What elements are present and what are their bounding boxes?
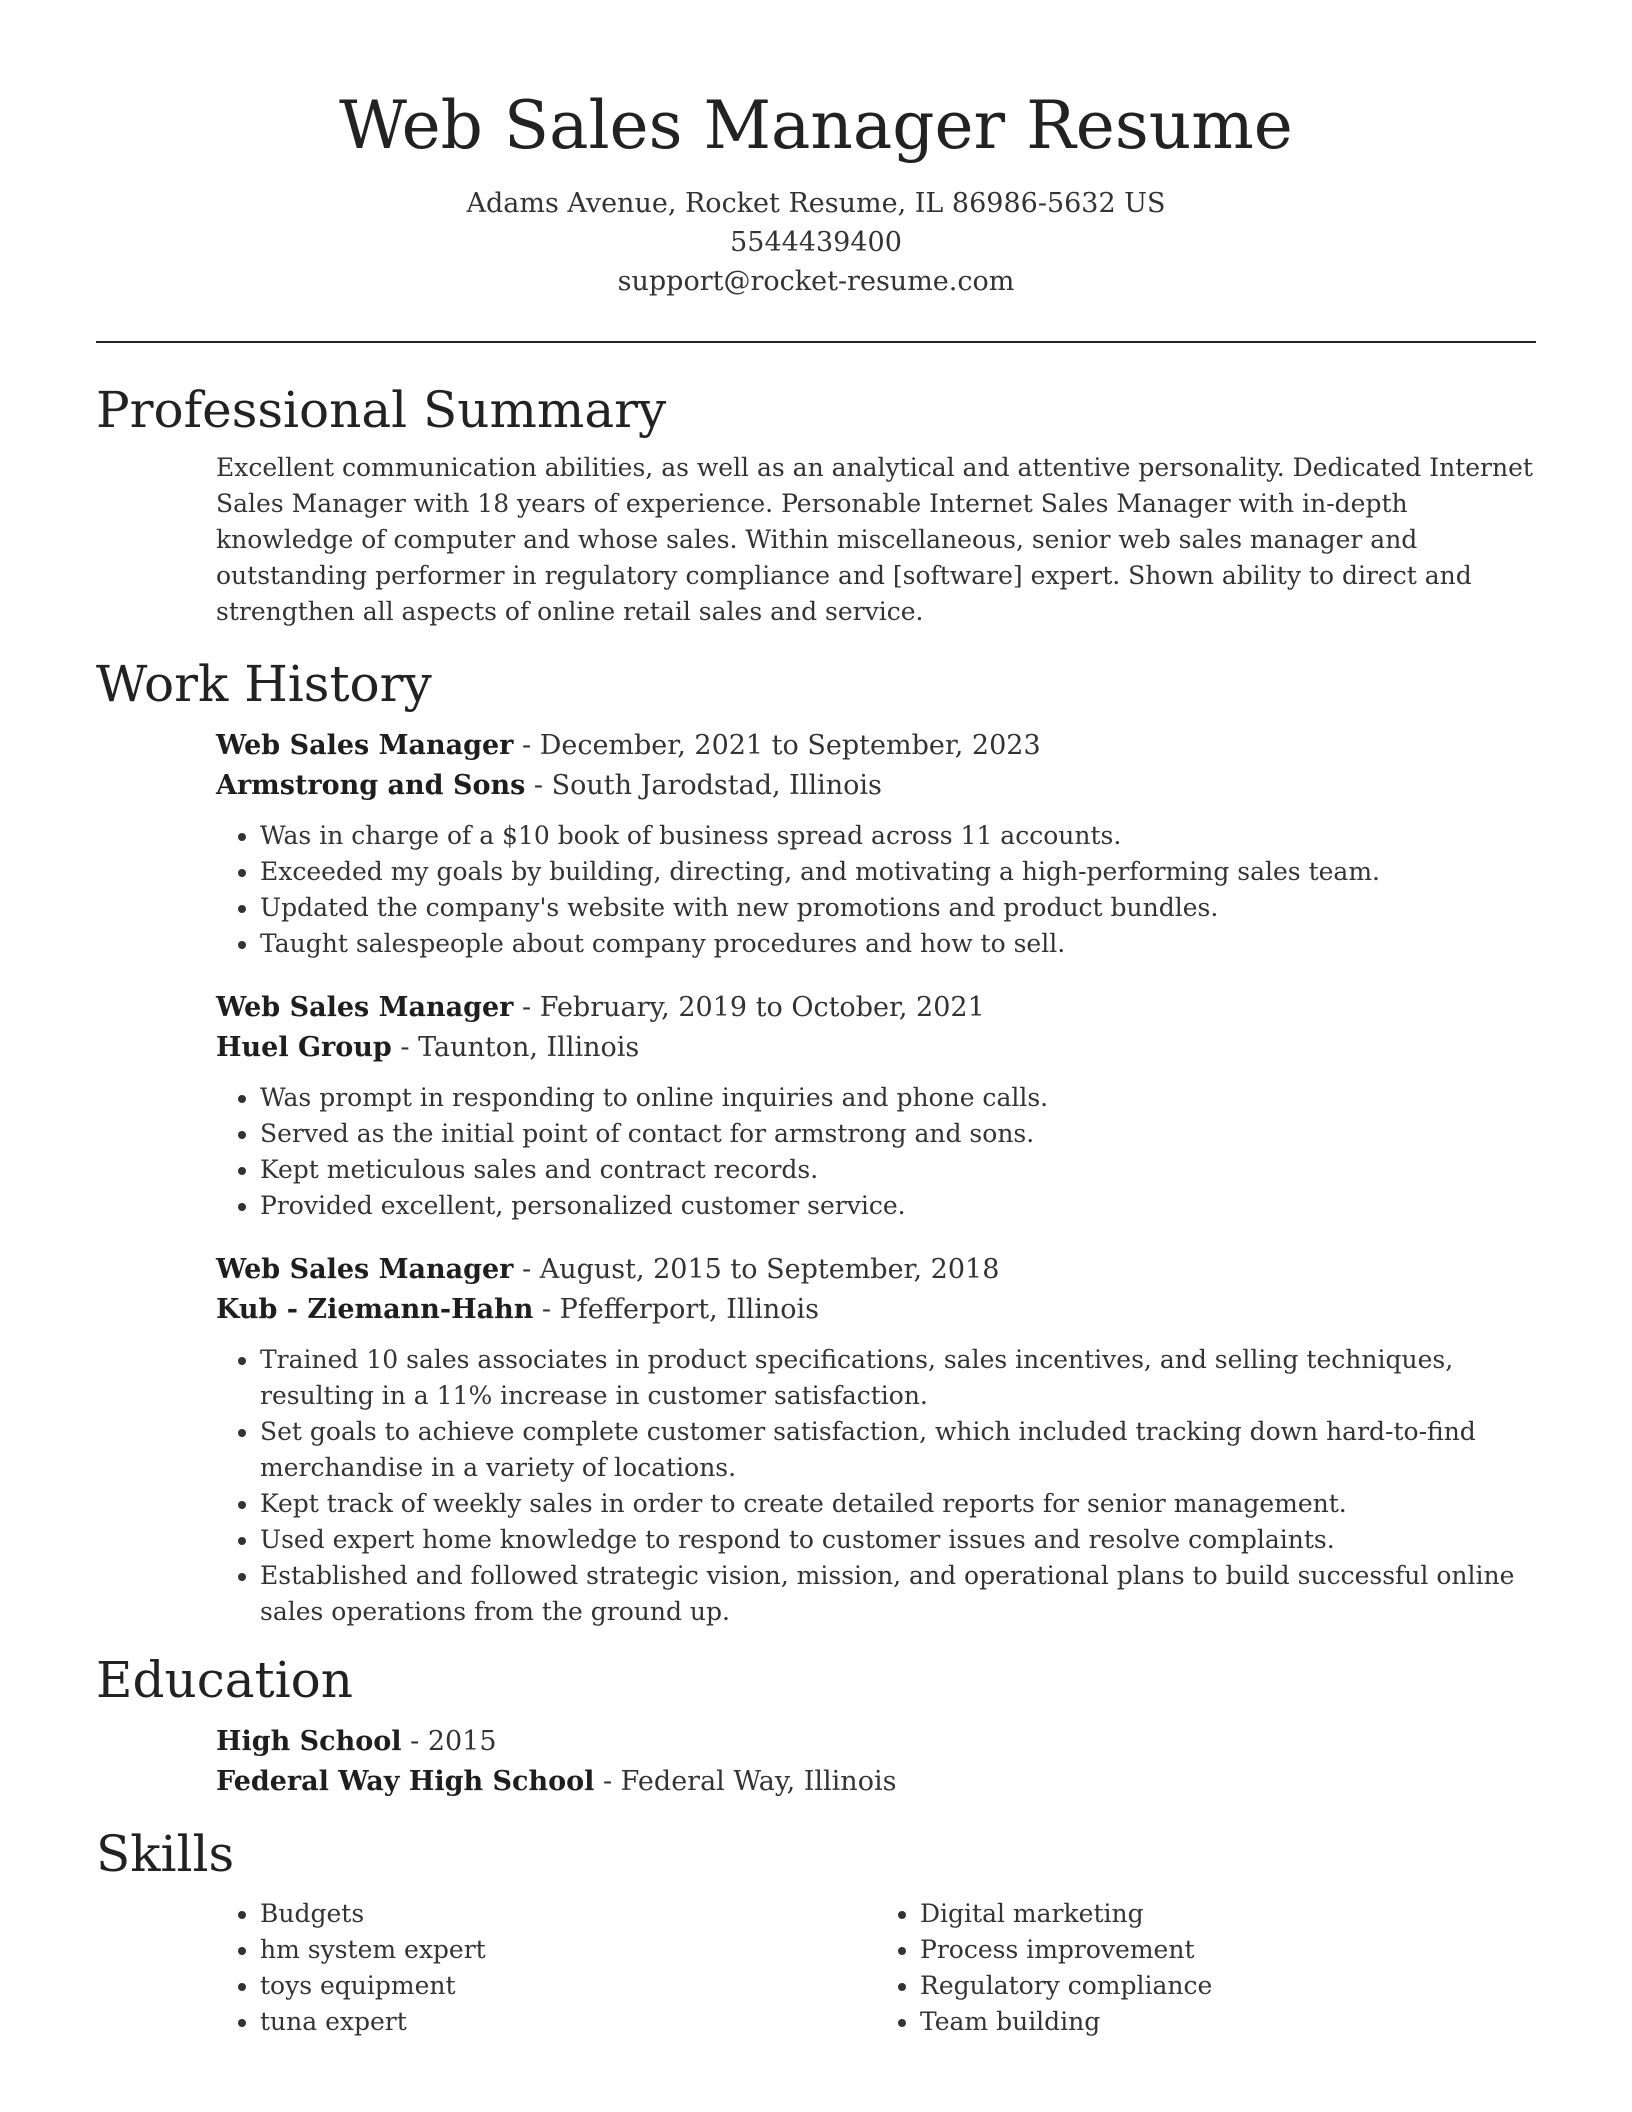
resume-title: Web Sales Manager Resume: [339, 87, 1293, 164]
education-school: Federal Way High School: [216, 1766, 595, 1797]
education-degree-line: [216, 1722, 1536, 1762]
job-dates: - December, 2021 to September, 2023: [513, 730, 1041, 761]
education-heading: Education: [96, 1651, 353, 1709]
job-entry: [216, 726, 1536, 962]
skill-item: • Regulatory compliance: [920, 1968, 1536, 2004]
skill-item: • toys equipment: [260, 1968, 876, 2004]
job-bullet: • Was prompt in responding to online inquiries and phone calls.: [260, 1080, 1536, 1116]
summary-heading: Professional Summary: [96, 381, 667, 439]
job-role-line: [216, 1250, 1536, 1290]
header-divider: [96, 341, 1536, 343]
skills-body: [216, 1896, 1536, 2040]
contact-phone: 5544439400: [730, 227, 902, 258]
skills-heading: Skills: [96, 1825, 235, 1883]
job-company-line: [216, 1290, 1536, 1330]
job-bullet: • Updated the company's website with new promotions and product bundles.: [260, 890, 1536, 926]
job-dates: - February, 2019 to October, 2021: [513, 992, 985, 1023]
job-company: Kub - Ziemann-Hahn: [216, 1294, 534, 1325]
job-bullets: [216, 1342, 1536, 1630]
job-company: Armstrong and Sons: [216, 770, 526, 801]
summary-body: [216, 450, 1536, 630]
job-company-line: [216, 766, 1536, 806]
job-dates: - August, 2015 to September, 2018: [513, 1254, 1000, 1285]
summary-text: Excellent communication abilities, as well as an analytical and attentive personality. Dedicated Internet Sales Manager with 18 years of experience. Personable Internet Sales Manager with in-depth knowledge of computer and whose sales. Within miscellaneous, senior web sales manager and outstanding performer in regulatory compliance and [software] expert. Shown ability to direct and strengthen all aspects of online retail sales and service.: [216, 453, 1533, 626]
skill-item: • Digital marketing: [920, 1896, 1536, 1932]
job-bullet: • Taught salespeople about company procedures and how to sell.: [260, 926, 1536, 962]
job-bullet: • Exceeded my goals by building, directing, and motivating a high-performing sales team.: [260, 854, 1536, 890]
skill-item: • tuna expert: [260, 2004, 876, 2040]
job-bullet: • Kept meticulous sales and contract records.: [260, 1152, 1536, 1188]
contact-block: [0, 184, 1632, 301]
contact-email: support@rocket-resume.com: [617, 266, 1015, 297]
job-role: Web Sales Manager: [216, 730, 514, 761]
contact-address: Adams Avenue, Rocket Resume, IL 86986-5632 US: [466, 188, 1166, 219]
skill-item: • Budgets: [260, 1896, 876, 1932]
skills-list-left: [216, 1896, 876, 2040]
job-entry: [216, 988, 1536, 1224]
job-location: - Taunton, Illinois: [391, 1032, 640, 1063]
job-bullet: • Was in charge of a $10 book of business spread across 11 accounts.: [260, 818, 1536, 854]
job-location: - Pfefferport, Illinois: [533, 1294, 820, 1325]
work-history-body: [216, 726, 1536, 1630]
work-history-heading: Work History: [96, 655, 432, 713]
education-year: - 2015: [401, 1726, 497, 1757]
job-bullets: [216, 818, 1536, 962]
job-bullet: • Established and followed strategic vision, mission, and operational plans to build successful online sales operations from the ground up.: [260, 1558, 1536, 1630]
job-bullet: • Served as the initial point of contact for armstrong and sons.: [260, 1116, 1536, 1152]
education-entry: [216, 1722, 1536, 1802]
education-school-line: [216, 1762, 1536, 1802]
job-bullet: • Provided excellent, personalized customer service.: [260, 1188, 1536, 1224]
skills-list-right: [876, 1896, 1536, 2040]
job-bullet: • Kept track of weekly sales in order to create detailed reports for senior management.: [260, 1486, 1536, 1522]
skills-columns: [216, 1896, 1536, 2040]
job-bullet: • Set goals to achieve complete customer satisfaction, which included tracking down hard-to-find merchandise in a variety of locations.: [260, 1414, 1536, 1486]
skill-item: • Process improvement: [920, 1932, 1536, 1968]
job-company: Huel Group: [216, 1032, 392, 1063]
skill-item: • hm system expert: [260, 1932, 876, 1968]
job-bullets: [216, 1080, 1536, 1224]
education-degree: High School: [216, 1726, 402, 1757]
resume-content: [96, 378, 1536, 2040]
job-role-line: [216, 726, 1536, 766]
job-location: - South Jarodstad, Illinois: [525, 770, 882, 801]
education-location: - Federal Way, Illinois: [594, 1766, 897, 1797]
resume-header: [0, 0, 1632, 301]
job-bullet: • Trained 10 sales associates in product specifications, sales incentives, and selling techniques, resulting in a 11% increase in customer satisfaction.: [260, 1342, 1536, 1414]
job-role-line: [216, 988, 1536, 1028]
education-body: [216, 1722, 1536, 1802]
job-company-line: [216, 1028, 1536, 1068]
skill-item: • Team building: [920, 2004, 1536, 2040]
job-bullet: • Used expert home knowledge to respond to customer issues and resolve complaints.: [260, 1522, 1536, 1558]
job-role: Web Sales Manager: [216, 992, 514, 1023]
job-entry: [216, 1250, 1536, 1630]
job-role: Web Sales Manager: [216, 1254, 514, 1285]
